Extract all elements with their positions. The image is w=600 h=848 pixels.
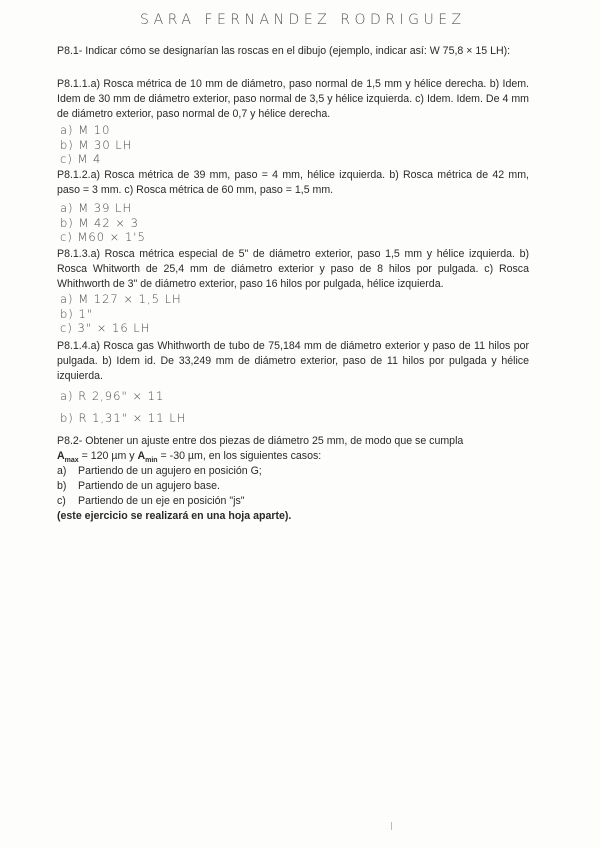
- answer-line: b) R 1,31" × 11 LH: [60, 411, 187, 425]
- p8-2-item-b: [57, 479, 537, 494]
- author-name: SARA FERNANDEZ RODRIGUEZ: [140, 12, 466, 28]
- amax-sub: max: [64, 457, 79, 465]
- answer-line: c) M 4: [60, 152, 102, 166]
- answer-line: a) M 127 × 1,5 LH: [60, 292, 182, 306]
- item-text: Partiendo de un eje en posición "js": [78, 495, 245, 507]
- item-text: Partiendo de un agujero en posición G;: [78, 465, 262, 477]
- item-label: a): [57, 465, 67, 477]
- answer-line: a) M 39 LH: [60, 201, 133, 215]
- item-label: b): [57, 480, 67, 492]
- p8-2-conditions: [57, 449, 537, 464]
- answer-line: c) 3" × 16 LH: [60, 321, 151, 335]
- p8-1-2-statement: P8.1.2.a) Rosca métrica de 39 mm, paso = 4 mm, hélice izquierda. b) Rosca métrica de 42 mm, paso = 3 mm. c) Rosca métrica de 60 mm, paso = 1,5 mm.: [57, 169, 529, 196]
- p8-2-item-a: [57, 464, 537, 479]
- amin-sub: min: [145, 457, 158, 465]
- amax-label: A: [57, 450, 65, 462]
- scan-mark: [391, 822, 392, 830]
- item-label: c): [57, 495, 66, 507]
- answer-line: b) 1": [60, 306, 94, 321]
- p8-1-3-answers: [60, 292, 182, 336]
- amin-label: A: [137, 450, 146, 462]
- p8-1-3-statement: P8.1.3.a) Rosca métrica especial de 5" de diámetro exterior, paso 1,5 mm y hélice izquierda. b) Rosca Whitworth de 25,4 mm de diámetro exterior y paso de 8 hilos por pulgada. c) Rosca Whithworth de 3" de diámetro exterior, paso 16 hilos por pulgada, hélice izquierda.: [57, 248, 529, 290]
- amax-value: = 120 µm y: [78, 450, 138, 462]
- item-text: Partiendo de un agujero base.: [78, 480, 220, 492]
- answer-line: c) M60 × 1'5: [60, 230, 146, 244]
- amin-value: = -30 µm, en los siguientes casos:: [157, 450, 322, 462]
- answer-line: a) R 2,96" × 11: [60, 389, 165, 403]
- p8-1-4-statement: P8.1.4.a) Rosca gas Whithworth de tubo de 75,184 mm de diámetro exterior y paso de 11 hilos por pulgada. b) Idem id. De 33,249 mm de diámetro exterior, paso de 11 hilos por pulgada y hélice izquierda.: [57, 340, 529, 382]
- p8-2-section: [57, 434, 537, 524]
- answer-line: b) M 30 LH: [60, 137, 133, 152]
- p8-1-1-statement: P8.1.1.a) Rosca métrica de 10 mm de diámetro, paso normal de 1,5 mm y hélice derecha. b) Idem. Idem de 30 mm de diámetro exterior, paso normal de 3,5 y hélice izquierda. c) Idem. Idem. De 4 mm de diámetro exterior, paso normal de 0,7 y hélice derecha.: [57, 78, 529, 120]
- p8-2-note: (este ejercicio se realizará en una hoja aparte).: [57, 510, 292, 522]
- p8-2-item-c: [57, 494, 537, 509]
- answer-line: a) M 10: [60, 123, 111, 137]
- p8-2-intro: P8.2- Obtener un ajuste entre dos piezas de diámetro 25 mm, de modo que se cumpla: [57, 435, 464, 447]
- p8-1-2-answers: [60, 201, 146, 245]
- p8-1-1-answers: [60, 123, 132, 167]
- p8-1-4-answers: [60, 389, 186, 426]
- p8-1-heading: P8.1- Indicar cómo se designarían las roscas en el dibujo (ejemplo, indicar así: W 75,8 × 15 LH):: [57, 45, 511, 57]
- answer-line: b) M 42 × 3: [60, 215, 139, 230]
